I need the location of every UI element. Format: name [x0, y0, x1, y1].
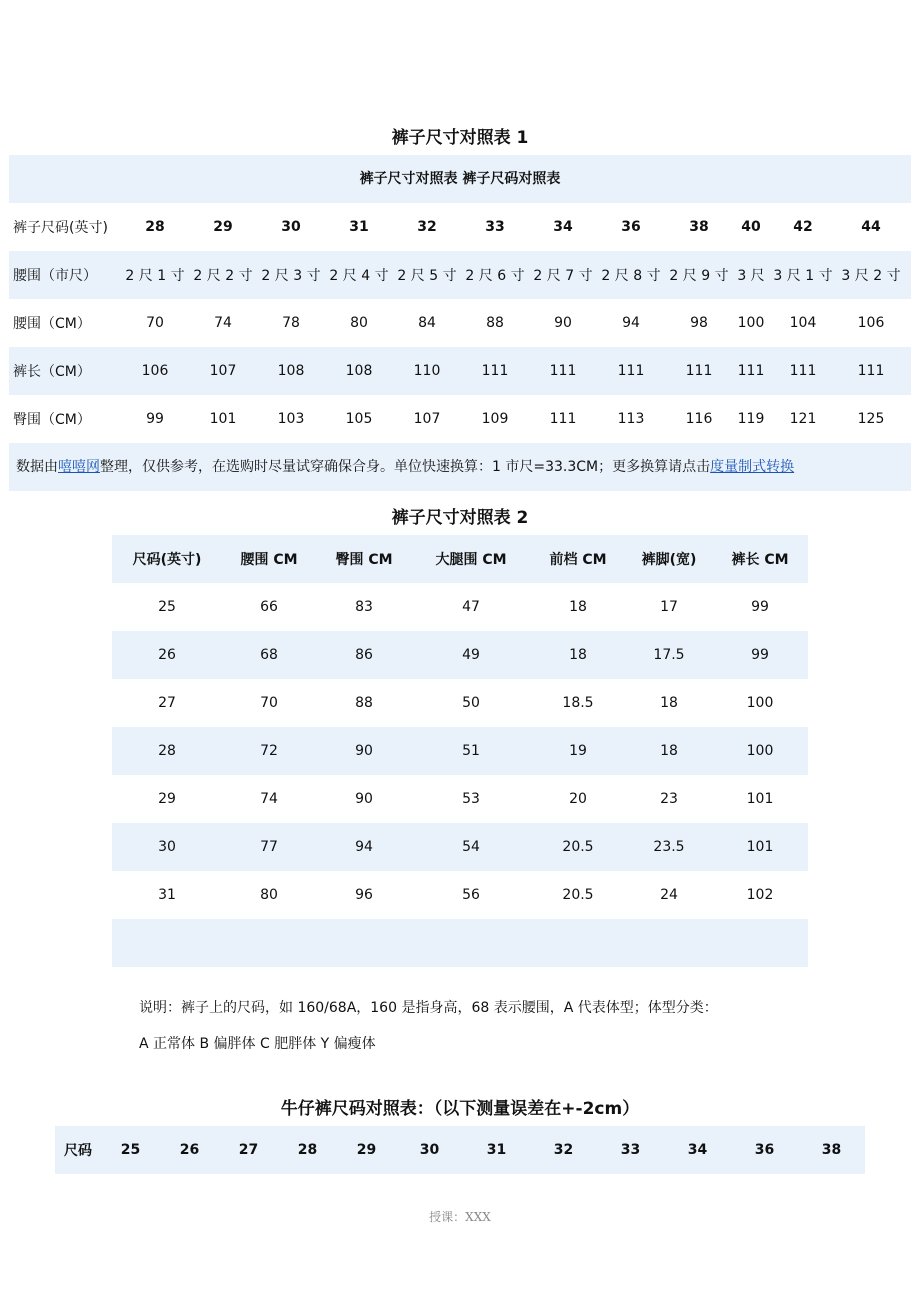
table1-cell: 2 尺 8 寸 [601, 268, 661, 284]
table2-row [112, 727, 808, 775]
table3-size-cell: 26 [179, 1142, 200, 1158]
table2-title: 裤子尺寸对照表 2 [391, 508, 529, 528]
table2-header-cell: 臀围 CM [335, 552, 393, 568]
table2-cell: 74 [260, 791, 278, 807]
table1-cell: 111 [685, 363, 713, 379]
table1-row-waist-shichi [9, 251, 911, 299]
table1-cell: 3 尺 [737, 268, 765, 284]
table3-size-cell: 29 [356, 1142, 377, 1158]
table2-header-cell: 大腿围 CM [435, 552, 507, 568]
table2-cell: 66 [260, 599, 278, 615]
table2-cell: 18 [569, 599, 587, 615]
table1-cell: 90 [554, 315, 572, 331]
table3-size-cell: 30 [419, 1142, 440, 1158]
table1-size-cell: 30 [281, 219, 301, 235]
table2-cell: 17.5 [653, 647, 685, 663]
table2-cell: 77 [260, 839, 278, 855]
table1-cell: 2 尺 7 寸 [533, 268, 593, 284]
table3-label: 尺码 [64, 1143, 92, 1159]
table3-size-cell: 32 [553, 1142, 574, 1158]
table3-size-cell: 33 [620, 1142, 641, 1158]
table2-cell: 70 [260, 695, 278, 711]
table1-cell: 108 [277, 363, 305, 379]
table2-cell: 68 [260, 647, 278, 663]
table2-header-cell: 裤脚(宽) [641, 552, 697, 568]
table1-cell: 94 [622, 315, 640, 331]
table1-cell: 104 [789, 315, 817, 331]
table1-cell: 98 [690, 315, 708, 331]
table1-cell: 125 [857, 411, 885, 427]
table2-row [112, 631, 808, 679]
table2-cell: 29 [158, 791, 176, 807]
table2-cell: 100 [746, 743, 774, 759]
table2-cell: 56 [462, 887, 480, 903]
table3-size-cell: 31 [486, 1142, 507, 1158]
table2-cell: 94 [355, 839, 373, 855]
table2-cell: 47 [462, 599, 480, 615]
table2-cell: 17 [660, 599, 678, 615]
table1-cell: 3 尺 2 寸 [841, 268, 901, 284]
table1-cell: 2 尺 3 寸 [261, 268, 321, 284]
table2-cell: 30 [158, 839, 176, 855]
table1-size-label: 裤子尺码(英寸) [13, 220, 108, 236]
table3-size-cell: 25 [120, 1142, 141, 1158]
table3-size-cell: 27 [238, 1142, 259, 1158]
table2-header-row [112, 535, 808, 583]
table1-row-label: 臀围（CM） [13, 412, 91, 428]
table2-cell: 88 [355, 695, 373, 711]
table1-cell: 2 尺 1 寸 [125, 268, 185, 284]
table1-cell: 107 [209, 363, 237, 379]
table1-subtitle: 裤子尺寸对照表 裤子尺码对照表 [9, 155, 911, 203]
table1-size-cell: 44 [861, 219, 881, 235]
table1-cell: 111 [617, 363, 645, 379]
table1-row-label: 腰围（市尺） [13, 268, 97, 284]
table2-header-cell: 前档 CM [549, 552, 607, 568]
table1-size-cell: 36 [621, 219, 641, 235]
table2-cell: 25 [158, 599, 176, 615]
table1-cell: 2 尺 9 寸 [669, 268, 729, 284]
table1-cell: 109 [481, 411, 509, 427]
table1-cell: 111 [789, 363, 817, 379]
table2-cell: 20.5 [562, 887, 594, 903]
table1-cell: 116 [685, 411, 713, 427]
table1-cell: 88 [486, 315, 504, 331]
table1-size-row [9, 203, 911, 251]
table1-cell: 111 [481, 363, 509, 379]
table2-cell: 20 [569, 791, 587, 807]
table2-cell: 54 [462, 839, 480, 855]
table2-cell: 72 [260, 743, 278, 759]
table1-size-cell: 32 [417, 219, 437, 235]
table2-cell: 20.5 [562, 839, 594, 855]
table2-row [112, 679, 808, 727]
table1-cell: 121 [789, 411, 817, 427]
table1-cell: 2 尺 5 寸 [397, 268, 457, 284]
table1-cell: 111 [737, 363, 765, 379]
table1-cell: 74 [214, 315, 232, 331]
table1-size-cell: 31 [349, 219, 369, 235]
table1-cell: 99 [146, 411, 164, 427]
table1-cell: 106 [857, 315, 885, 331]
source-link[interactable]: 嘻嘻网 [58, 459, 100, 475]
table2-row [112, 583, 808, 631]
table1-row-label: 腰围（CM） [13, 316, 91, 332]
table2-row [112, 823, 808, 871]
table2-cell: 18 [660, 743, 678, 759]
table2-cell: 19 [569, 743, 587, 759]
table2-header-cell: 尺码(英寸) [132, 552, 202, 568]
table2-cell: 83 [355, 599, 373, 615]
table2-cell: 100 [746, 695, 774, 711]
table1-cell: 107 [413, 411, 441, 427]
table2-cell: 31 [158, 887, 176, 903]
unit-conversion-link[interactable]: 度量制式转换 [710, 459, 795, 475]
table2-cell: 99 [751, 599, 769, 615]
table1-cell: 105 [345, 411, 373, 427]
table2-cell: 53 [462, 791, 480, 807]
table3-size-row [55, 1126, 865, 1174]
table2-cell: 80 [260, 887, 278, 903]
table1-size-cell: 42 [793, 219, 813, 235]
table2-cell: 23 [660, 791, 678, 807]
note-prefix: 数据由 [16, 459, 58, 475]
table1-size-cell: 33 [485, 219, 505, 235]
table1-cell: 80 [350, 315, 368, 331]
table2-cell: 101 [746, 791, 774, 807]
table3-size-cell: 34 [687, 1142, 708, 1158]
note-middle: 整理，仅供参考，在选购时尽量试穿确保合身。单位快速换算：1 市尺=33.3CM；更多换算请点击 [100, 459, 711, 475]
table3-title: 牛仔裤尺码对照表：（以下测量误差在+-2cm） [280, 1099, 640, 1119]
table2-cell: 90 [355, 743, 373, 759]
table1-cell: 101 [209, 411, 237, 427]
footer: 授课：XXX [429, 1210, 491, 1224]
table1-cell: 113 [617, 411, 645, 427]
explanation-line1: 说明：裤子上的尺码，如 160/68A，160 是指身高，68 表示腰围，A 代表体型；体型分类： [139, 1000, 718, 1016]
table2-cell: 101 [746, 839, 774, 855]
table3-size-cell: 28 [297, 1142, 318, 1158]
table1-row-label: 裤长（CM） [13, 364, 91, 380]
table2-cell: 24 [660, 887, 678, 903]
table2-cell: 50 [462, 695, 480, 711]
table2-cell: 23.5 [653, 839, 685, 855]
table2-cell: 49 [462, 647, 480, 663]
table2-cell: 26 [158, 647, 176, 663]
table2-cell: 18.5 [562, 695, 594, 711]
table1-size-cell: 40 [741, 219, 761, 235]
table2-empty-row [112, 919, 808, 967]
table1-cell: 103 [277, 411, 305, 427]
table2-cell: 18 [569, 647, 587, 663]
table1-row-length-cm [9, 347, 911, 395]
table1-cell: 111 [549, 411, 577, 427]
table2-row [112, 871, 808, 919]
table2-cell: 18 [660, 695, 678, 711]
table2-cell: 86 [355, 647, 373, 663]
table1-cell: 3 尺 1 寸 [773, 268, 833, 284]
table1-size-cell: 28 [145, 219, 165, 235]
table1-note [9, 443, 911, 491]
table1-size-cell: 38 [689, 219, 709, 235]
table1-cell: 2 尺 4 寸 [329, 268, 389, 284]
table1-cell: 100 [737, 315, 765, 331]
table1-cell: 2 尺 2 寸 [193, 268, 253, 284]
table1-cell: 78 [282, 315, 300, 331]
table1-cell: 70 [146, 315, 164, 331]
table2-cell: 99 [751, 647, 769, 663]
table3-size-cell: 38 [821, 1142, 842, 1158]
table2-header-cell: 腰围 CM [240, 552, 298, 568]
table2-cell: 28 [158, 743, 176, 759]
table2-cell: 27 [158, 695, 176, 711]
table1-cell: 2 尺 6 寸 [465, 268, 525, 284]
table2-row [112, 775, 808, 823]
table1-row-hip-cm [9, 395, 911, 443]
table1-cell: 106 [141, 363, 169, 379]
table1-size-cell: 29 [213, 219, 233, 235]
table1-cell: 111 [549, 363, 577, 379]
table1-cell: 111 [857, 363, 885, 379]
table1-size-cell: 34 [553, 219, 573, 235]
table2-cell: 96 [355, 887, 373, 903]
table1-cell: 119 [737, 411, 765, 427]
table1-cell: 110 [413, 363, 441, 379]
table2-header-cell: 裤长 CM [731, 552, 789, 568]
table1-title: 裤子尺寸对照表 1 [391, 128, 529, 148]
explanation-line2: A 正常体 B 偏胖体 C 肥胖体 Y 偏瘦体 [139, 1036, 376, 1052]
table3-size-cell: 36 [754, 1142, 775, 1158]
table2-cell: 102 [746, 887, 774, 903]
table2-cell: 51 [462, 743, 480, 759]
table1-row-waist-cm [9, 299, 911, 347]
table1-cell: 84 [418, 315, 436, 331]
table2-cell: 90 [355, 791, 373, 807]
table1-cell: 108 [345, 363, 373, 379]
